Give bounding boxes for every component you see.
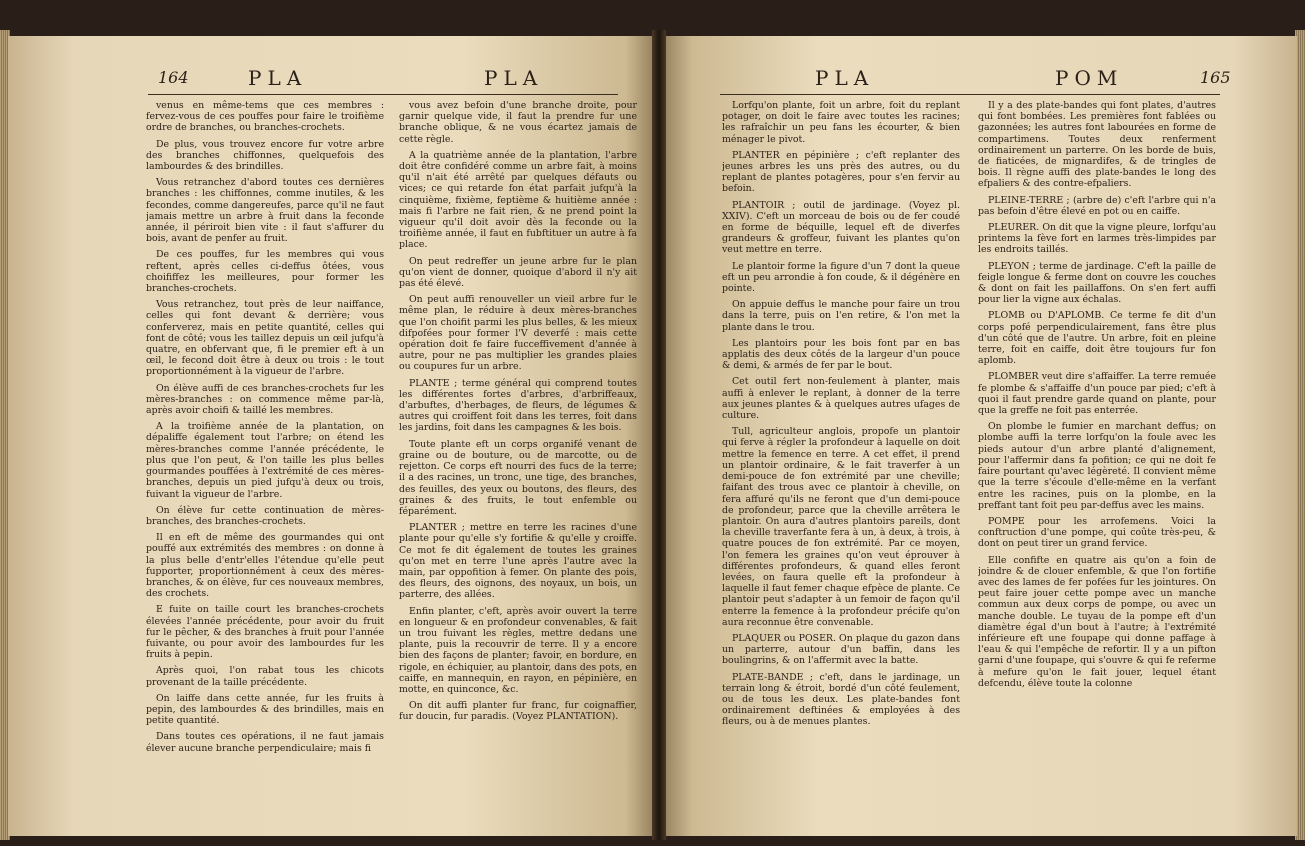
- left-page: [8, 36, 658, 836]
- paragraph: Cet outil fert non-feulement à planter, mais auffi à enlever le replant, à donner de la terre aux jeunes plantes & à quelques autres ufages de culture.: [722, 376, 960, 422]
- paragraph: PLANTER ; mettre en terre les racines d'une plante pour qu'elle s'y fortifie & qu'elle y croiffe. Ce mot fe dit également de toutes les graines qu'on met en terre l'une après l'autre avec la main, par oppofition à femer. On plante des pois, des fleurs, des oignons, des noyaux, un bois, un parterre, des allées.: [399, 522, 637, 601]
- paragraph: De ces pouffes, fur les membres qui vous reftent, après celles ci-deffus ôtées, vous choififfez les meilleures, pour former les branches-crochets.: [146, 249, 384, 295]
- paragraph: On élève fur cette continuation de mères-branches, des branches-crochets.: [146, 504, 384, 527]
- paragraph: PLEURER. On dit que la vigne pleure, lorfqu'au printems la fève fort en larmes très-limpides par les endroits taillés.: [978, 222, 1216, 256]
- paragraph: On élève auffi de ces branches-crochets fur les mères-branches : on commence même par-là, après avoir choifi & taillé les membres.: [146, 382, 384, 417]
- paragraph: Dans toutes ces opérations, il ne faut jamais élever aucune branche perpendiculaire; mais fi: [146, 731, 384, 754]
- paragraph: PLANTER en pépinière ; c'eft replanter des jeunes arbres les uns près des autres, ou du replant de plantes potagères, pour s'en fervir au befoin.: [722, 149, 960, 195]
- right-page: [660, 36, 1297, 836]
- running-header: PLA: [815, 66, 875, 90]
- header-rule: [720, 94, 1220, 95]
- paragraph: PLOMBER veut dire s'affaiffer. La terre remuée fe plombe & s'affaiffe d'un pouce par pied; c'eft à quoi il faut prendre garde quand on plante, pour que la greffe ne foit pas enterrée.: [978, 371, 1216, 417]
- paragraph: On plombe le fumier en marchant deffus; on plombe auffi la terre lorfqu'on la foule avec les pieds autour d'un arbre planté d'alignement, pour l'affermir dans fa pofition; ce qui ne doit fe faire pourtant qu'avec légèreté. Il convient même que la terre s'écoule d'elle-même en la verfant entre les racines, puis on la plombe, en la preffant tant foit peu par-deffus avec les mains.: [978, 421, 1216, 511]
- text-column: [978, 100, 1216, 820]
- paragraph: A la quatrième année de la plantation, l'arbre doit être confidéré comme un arbre fait, à moins qu'il n'ait été arrêté par quelques défauts ou vices; ce qui retarde fon état parfait jufqu'à la cinquième, fixième, feptième & huitième année : mais fi l'arbre ne fait rien, & ne prend point la vigueur qu'il doit avoir dès la feconde ou la troifième année, il faut en fubftituer un autre à fa place.: [399, 149, 637, 251]
- paragraph: venus en même-tems que ces membres : fervez-vous de ces pouffes pour faire le troifième ordre de branches, ou branches-crochets.: [146, 100, 384, 134]
- paragraph: A la troifième année de la plantation, on dépaliffe également tout l'arbre; on étend les mères-branches comme l'année précédente, le plus que l'on peut, & l'on taille les plus belles gourmandes pouffées à l'extrémité de ces mères-branches, depuis un pied jufqu'à deux ou trois, fuivant la vigueur de l'arbre.: [146, 421, 384, 500]
- paragraph: Lorfqu'on plante, foit un arbre, foit du replant potager, on doit le faire avec toutes les racines; les rafraîchir un peu fans les écourter, & bien ménager le pivot.: [722, 100, 960, 145]
- paragraph: Le plantoir forme la figure d'un 7 dont la queue eft un peu arrondie à fon coude, & il dégénère en pointe.: [722, 260, 960, 295]
- text-column: [399, 100, 637, 820]
- text-column: [146, 100, 384, 820]
- paragraph: Vous retranchez d'abord toutes ces dernières branches : les chiffonnes, comme inutiles, & les fecondes, comme dangereufes, parce qu'il ne faut jamais mettre un arbre à fruit dans la feconde année, il périroit bien vite : il faut s'affurer du bois, avant de penfer au fruit.: [146, 177, 384, 245]
- paragraph: Il en eft de même des gourmandes qui ont pouffé aux extrémités des membres : on donne à la plus belle d'entr'elles l'étendue qu'elle peut fupporter, proportionnément à ceux des mères-branches, & on élève, fur ces nouveaux membres, des crochets.: [146, 532, 384, 600]
- paragraph: Toute plante eft un corps organifé venant de graine ou de bouture, ou de marcotte, ou de rejetton. Ce corps eft nourri des fucs de la terre; il a des racines, un tronc, une tige, des branches, des feuilles, des yeux ou boutons, des fleurs, des graines & des fruits, le tout enfemble ou féparément.: [399, 438, 637, 517]
- paragraph: On laiffe dans cette année, fur les fruits à pepin, des lambourdes & des brindilles, mais en petite quantité.: [146, 692, 384, 727]
- paragraph: On appuie deffus le manche pour faire un trou dans la terre, puis on l'en retire, & l'on met la plante dans le trou.: [722, 299, 960, 333]
- paragraph: vous avez befoin d'une branche droite, pour garnir quelque vide, il faut la prendre fur une branche oblique, & ne vous écartez jamais de cette règle.: [399, 100, 637, 145]
- running-header: POM: [1055, 66, 1124, 90]
- paragraph: Les plantoirs pour les bois font par en bas applatis des deux côtés de la largeur d'un pouce & demi, & armés de fer par le bout.: [722, 337, 960, 372]
- text-column: [722, 100, 960, 820]
- paragraph: E fuite on taille court les branches-crochets élevées l'année précédente, pour avoir du fruit fur le pêcher, & des branches à fruit pour l'année fuivante, ou pour avoir des lambourdes fur les fruits à pepin.: [146, 604, 384, 661]
- paragraph: Enfin planter, c'eft, après avoir ouvert la terre en longueur & en profondeur convenables, & fait un trou fuivant les règles, mettre dedans une plante, puis la recouvrir de terre. Il y a encore bien des façons de planter; favoir, en bordure, en rigole, en échiquier, au plantoir, dans des pots, en caiffe, en mannequin, en rayon, en pépinière, en motte, en quinconce, &c.: [399, 605, 637, 695]
- paragraph: PLATE-BANDE ; c'eft, dans le jardinage, un terrain long & étroit, bordé d'un côté feulement, ou de tous les deux. Les plate-bandes font ordinairement deftinées & employées à des fleurs, ou à de menues plantes.: [722, 671, 960, 728]
- paragraph: PLEINE-TERRE ; (arbre de) c'eft l'arbre qui n'a pas befoin d'être élevé en pot ou en caiffe.: [978, 194, 1216, 217]
- book-gutter: [652, 30, 666, 840]
- paragraph: PLAQUER ou POSER. On plaque du gazon dans un parterre, autour d'un baffin, dans les boulingrins, & on l'affermit avec la batte.: [722, 632, 960, 667]
- paragraph: PLEYON ; terme de jardinage. C'eft la paille de feigle longue & ferme dont on couvre les couches & dont on fait les paillaffons. On s'en fert auffi pour lier la vigne aux échalas.: [978, 260, 1216, 306]
- running-header: PLA: [484, 66, 544, 90]
- paragraph: POMPE pour les arrofemens. Voici la conftruction d'une pompe, qui coûte très-peu, & dont on peut tirer un grand fervice.: [978, 515, 1216, 550]
- paragraph: Elle confifte en quatre ais qu'on a foin de joindre & de clouer enfemble, & que l'on fortifie avec des lames de fer pofées fur les jointures. On peut faire jouer cette pompe avec un manche commun aux deux corps de pompe, ou avec un manche double. Le tuyau de la pompe eft d'un diamètre égal d'un bout à l'autre; à l'extrémité inférieure eft une foupape qui donne paffage à l'eau & qui l'empêche de refortir. Il y a un pifton garni d'une foupape, qui s'ouvre & qui fe referme à mefure qu'on le fait jouer, lequel étant defcendu, élève toute la colonne: [978, 554, 1216, 689]
- paragraph: On peut redreffer un jeune arbre fur le plan qu'on vient de donner, quoique d'abord il n'y ait pas été élevé.: [399, 255, 637, 290]
- paragraph: De plus, vous trouvez encore fur votre arbre des branches chiffonnes, quelquefois des lambourdes & des brindilles.: [146, 138, 384, 173]
- paragraph: PLANTE ; terme général qui comprend toutes les différentes fortes d'arbres, d'arbriffeaux, d'arbuftes, d'herbages, de fleurs, de légumes & autres qui croiffent foit dans les terres, foit dans les jardins, foit dans les campagnes & les bois.: [399, 377, 637, 434]
- running-header: PLA: [248, 66, 308, 90]
- header-rule: [148, 94, 618, 95]
- paragraph: Il y a des plate-bandes qui font plates, d'autres qui font bombées. Les premières font fablées ou gazonnées; les autres font labourées en forme de compartimens. Toutes deux renferment ordinairement un parterre. On les borde de buis, de fiaticées, de mignardifes, & de tringles de bois. Il règne auffi des plate-bandes le long des efpaliers & des contre-efpaliers.: [978, 100, 1216, 190]
- page-number: 164: [158, 68, 189, 87]
- paragraph: On peut auffi renouveller un vieil arbre fur le même plan, le réduire à deux mères-branches que l'on choifit parmi les plus belles, & les mieux difpofées pour former l'V deverfé : mais cette opération doit fe faire fucceffivement d'année à autre, pour ne pas multiplier les grandes plaies ou coupures fur un arbre.: [399, 294, 637, 373]
- paragraph: On dit auffi planter fur franc, fur coignaffier, fur doucin, fur paradis. (Voyez PLANTATION).: [399, 700, 637, 723]
- paragraph: Vous retranchez, tout près de leur naiffance, celles qui font devant & derrière; vous conferverez, mais en petite quantité, celles qui font de côté; vous les taillez depuis un œil jufqu'à quatre, en obfervant que, fi le premier eft à un œil, le fecond doit être à deux ou trois : le tout proportionnément à la vigueur de l'arbre.: [146, 299, 384, 378]
- paragraph: PLOMB ou D'APLOMB. Ce terme fe dit d'un corps pofé perpendiculairement, fans être plus d'un côté que de l'autre. Un arbre, foit en pleine terre, foit en caiffe, doit être toujours fur fon aplomb.: [978, 310, 1216, 367]
- paragraph: PLANTOIR ; outil de jardinage. (Voyez pl. XXIV). C'eft un morceau de bois ou de fer coudé en forme de béquille, lequel eft de diverfes grandeurs & groffeur, fuivant les plantes qu'on veut mettre en terre.: [722, 199, 960, 256]
- paragraph: Tull, agriculteur anglois, propofe un plantoir qui ferve à régler la profondeur à laquelle on doit mettre la femence en terre. A cet effet, il prend un plantoir ordinaire, & le fait traverfer à un demi-pouce de fon extrémité par une cheville; faifant des trous avec ce plantoir à cheville, on fera affuré qu'ils ne feront que d'un demi-pouce de profondeur, parce que la cheville arrêtera le plantoir. On aura d'autres plantoirs pareils, dont la cheville traverfante fera à un, à deux, à trois, à quatre pouces de fon extrémité. Par ce moyen, l'on femera les graines qu'on veut éprouver à différentes profondeurs, & quand elles feront levées, on faura quelle eft la profondeur à laquelle il faut femer chaque efpèce de plante. Ce plantoir peut s'adapter à un femoir de façon qu'il enterre la femence à la profondeur précife qu'on aura reconnue être convenable.: [722, 426, 960, 628]
- page-number: 165: [1200, 68, 1231, 87]
- paragraph: Après quoi, l'on rabat tous les chicots provenant de la taille précédente.: [146, 665, 384, 688]
